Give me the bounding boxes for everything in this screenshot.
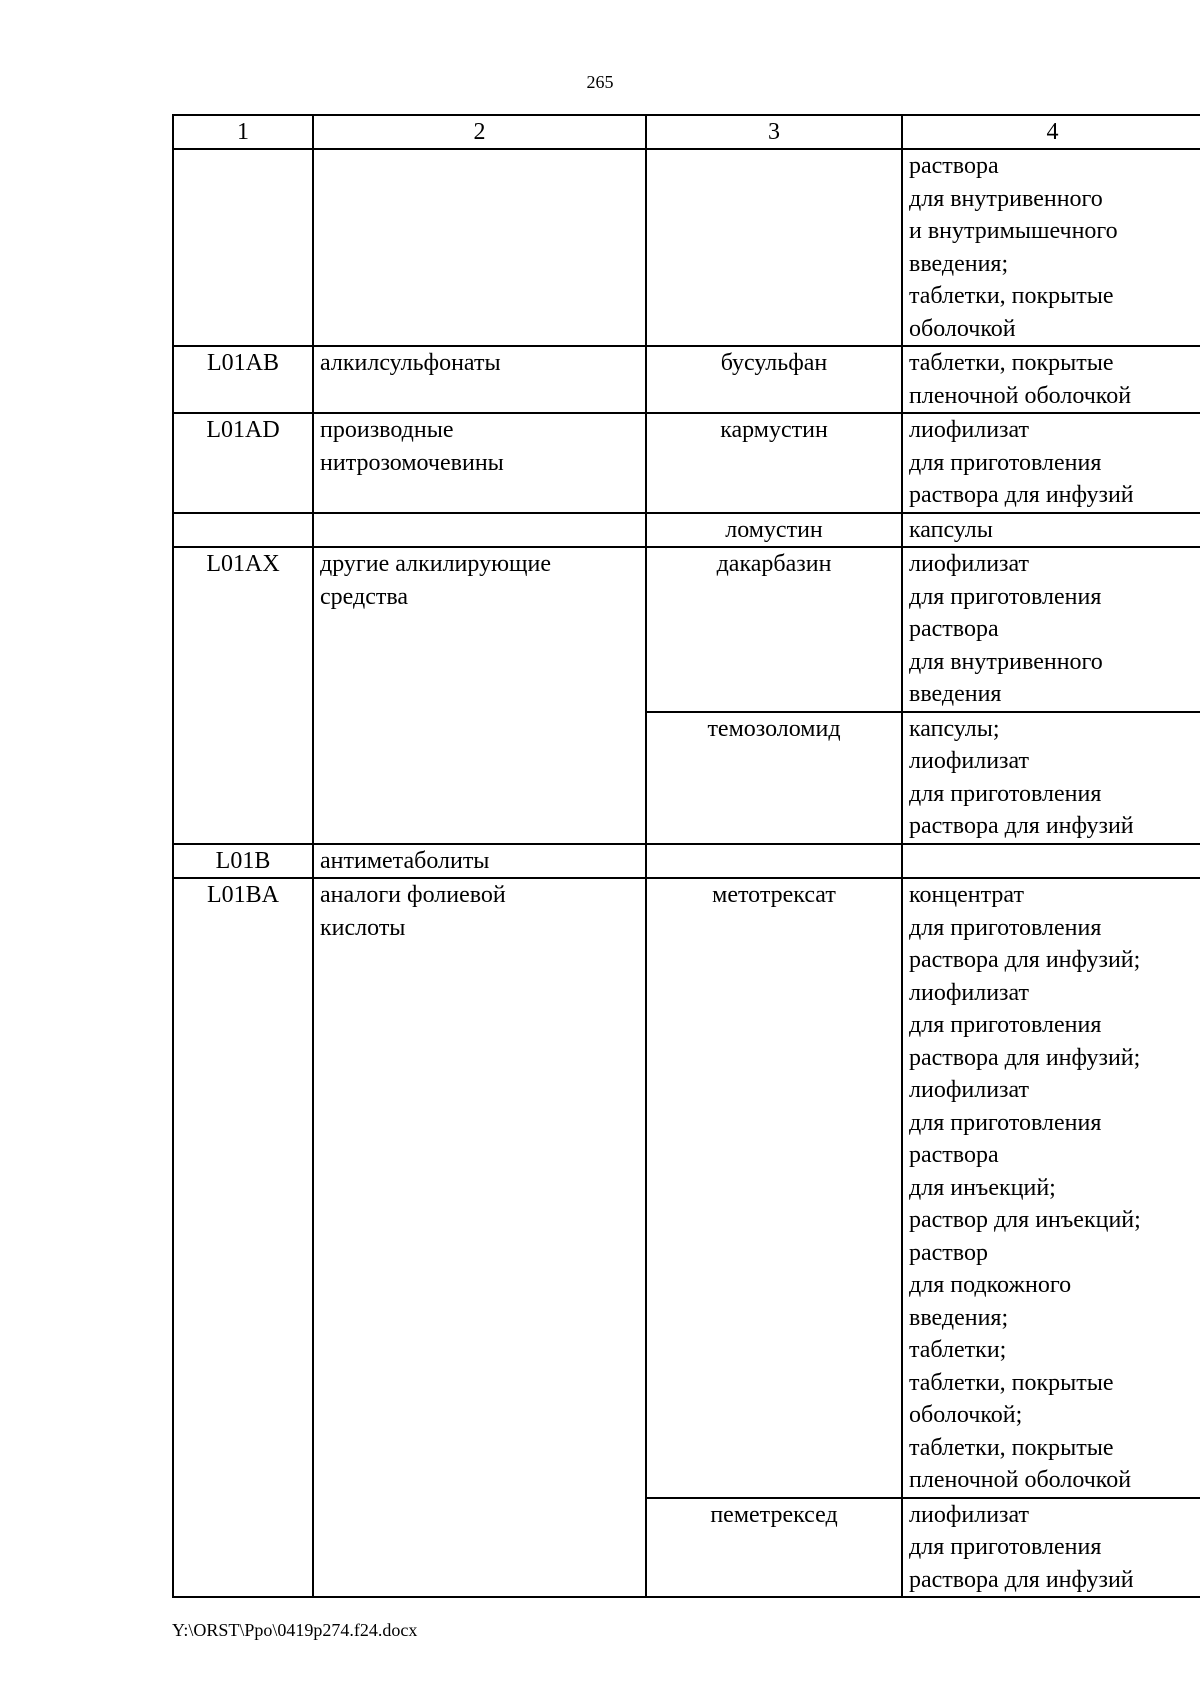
drug-name-cell: бусульфан xyxy=(646,346,902,413)
dosage-form-line: таблетки; xyxy=(909,1337,1007,1363)
drug-name-cell: темозоломид xyxy=(646,712,902,844)
dosage-form-line: пленочной оболочкой xyxy=(909,382,1132,409)
dosage-form-line: раствора для инфузий; xyxy=(909,1044,1141,1071)
table-header-row xyxy=(173,115,1200,149)
dosage-forms-cell xyxy=(902,1498,1200,1598)
atc-code-cell xyxy=(173,513,313,548)
group-cell xyxy=(313,149,646,346)
table-row xyxy=(173,513,1200,548)
dosage-forms-cell xyxy=(902,346,1200,413)
dosage-forms-cell xyxy=(902,844,1200,879)
dosage-forms-cell xyxy=(902,513,1200,548)
dosage-form-line: таблетки, покрытые xyxy=(909,350,1114,376)
footer-file-path: Y:\ORST\Ppo\0419p274.f24.docx xyxy=(172,1620,418,1640)
drug-name-cell: метотрексат xyxy=(646,878,902,1498)
drug-table xyxy=(172,114,1200,1598)
group-name-line: производные xyxy=(320,417,454,443)
dosage-form-line: лиофилизат xyxy=(909,979,1030,1006)
dosage-form-line: для приготовления xyxy=(909,1109,1102,1136)
dosage-form-line: раствор xyxy=(909,1239,988,1266)
dosage-form-line: лиофилизат xyxy=(909,1501,1030,1528)
atc-code-cell: L01B xyxy=(173,844,313,879)
dosage-form-line: оболочкой xyxy=(909,315,1016,342)
dosage-form-line: для подкожного xyxy=(909,1272,1072,1298)
column-header-3: 3 xyxy=(646,115,902,149)
dosage-forms-cell xyxy=(902,149,1200,346)
dosage-form-line: лиофилизат xyxy=(909,417,1030,443)
dosage-form-line: лиофилизат xyxy=(909,748,1030,774)
drug-name-cell xyxy=(646,149,902,346)
drug-name-cell: кармустин xyxy=(646,413,902,513)
group-cell xyxy=(313,346,646,413)
group-name-line: антиметаболиты xyxy=(320,847,490,874)
group-cell xyxy=(313,513,646,548)
dosage-form-line: раствора для инфузий; xyxy=(909,947,1141,973)
table-row xyxy=(173,149,1200,346)
dosage-form-line: для приготовления xyxy=(909,449,1102,476)
dosage-forms-cell xyxy=(902,547,1200,712)
table-row xyxy=(173,413,1200,513)
dosage-form-line: для приготовления xyxy=(909,780,1102,807)
dosage-form-line: раствора xyxy=(909,153,999,179)
page-number: 265 xyxy=(586,72,614,92)
atc-code-cell: L01AD xyxy=(173,413,313,513)
dosage-forms-cell xyxy=(902,712,1200,844)
dosage-form-line: для внутривенного xyxy=(909,185,1103,212)
dosage-form-line: раствора для инфузий xyxy=(909,1566,1134,1593)
dosage-form-line: введения; xyxy=(909,250,1009,277)
atc-code-cell xyxy=(173,149,313,346)
dosage-form-line: для внутривенного xyxy=(909,648,1103,675)
column-header-1: 1 xyxy=(173,115,313,149)
dosage-form-line: оболочкой; xyxy=(909,1402,1023,1428)
dosage-form-line: раствора для инфузий xyxy=(909,813,1134,839)
table-row xyxy=(173,844,1200,879)
table-row xyxy=(173,547,1200,712)
table-row xyxy=(173,346,1200,413)
dosage-form-line: таблетки, покрытые xyxy=(909,1369,1114,1396)
drug-name-cell: пеметрексед xyxy=(646,1498,902,1598)
atc-code-cell: L01BA xyxy=(173,878,313,1597)
dosage-form-line: для приготовления xyxy=(909,583,1102,610)
dosage-form-line: таблетки, покрытые xyxy=(909,283,1114,309)
drug-name-cell: дакарбазин xyxy=(646,547,902,712)
group-cell xyxy=(313,547,646,844)
drug-name-cell xyxy=(646,844,902,879)
dosage-form-line: введения; xyxy=(909,1304,1009,1331)
dosage-form-line: раствор для инъекций; xyxy=(909,1207,1141,1233)
dosage-form-line: концентрат xyxy=(909,882,1024,908)
group-name-line: алкилсульфонаты xyxy=(320,350,501,376)
dosage-forms-cell xyxy=(902,413,1200,513)
group-name-line: нитрозомочевины xyxy=(320,449,504,476)
group-name-line: средства xyxy=(320,583,409,610)
group-name-line: другие алкилирующие xyxy=(320,551,551,577)
dosage-form-line: таблетки, покрытые xyxy=(909,1434,1114,1461)
group-name-line: аналоги фолиевой xyxy=(320,882,506,908)
dosage-form-line: для приготовления xyxy=(909,1534,1102,1560)
group-cell xyxy=(313,844,646,879)
dosage-form-line: и внутримышечного xyxy=(909,218,1118,244)
dosage-form-line: раствора xyxy=(909,616,999,642)
dosage-form-line: лиофилизат xyxy=(909,551,1030,577)
dosage-form-line: пленочной оболочкой xyxy=(909,1467,1132,1493)
group-cell xyxy=(313,878,646,1597)
atc-code-cell: L01AB xyxy=(173,346,313,413)
dosage-form-line: капсулы; xyxy=(909,715,1000,742)
column-header-2: 2 xyxy=(313,115,646,149)
group-cell xyxy=(313,413,646,513)
dosage-form-line: для приготовления xyxy=(909,1012,1102,1038)
dosage-form-line: для инъекций; xyxy=(909,1174,1056,1201)
table-row xyxy=(173,878,1200,1498)
dosage-form-line: раствора для инфузий xyxy=(909,482,1134,508)
dosage-form-line: капсулы xyxy=(909,516,993,543)
atc-code-cell: L01AX xyxy=(173,547,313,844)
dosage-form-line: раствора xyxy=(909,1142,999,1168)
dosage-form-line: лиофилизат xyxy=(909,1077,1030,1103)
dosage-forms-cell xyxy=(902,878,1200,1498)
group-name-line: кислоты xyxy=(320,914,406,941)
dosage-form-line: для приготовления xyxy=(909,914,1102,941)
drug-name-cell: ломустин xyxy=(646,513,902,548)
dosage-form-line: введения xyxy=(909,681,1002,707)
column-header-4: 4 xyxy=(902,115,1200,149)
